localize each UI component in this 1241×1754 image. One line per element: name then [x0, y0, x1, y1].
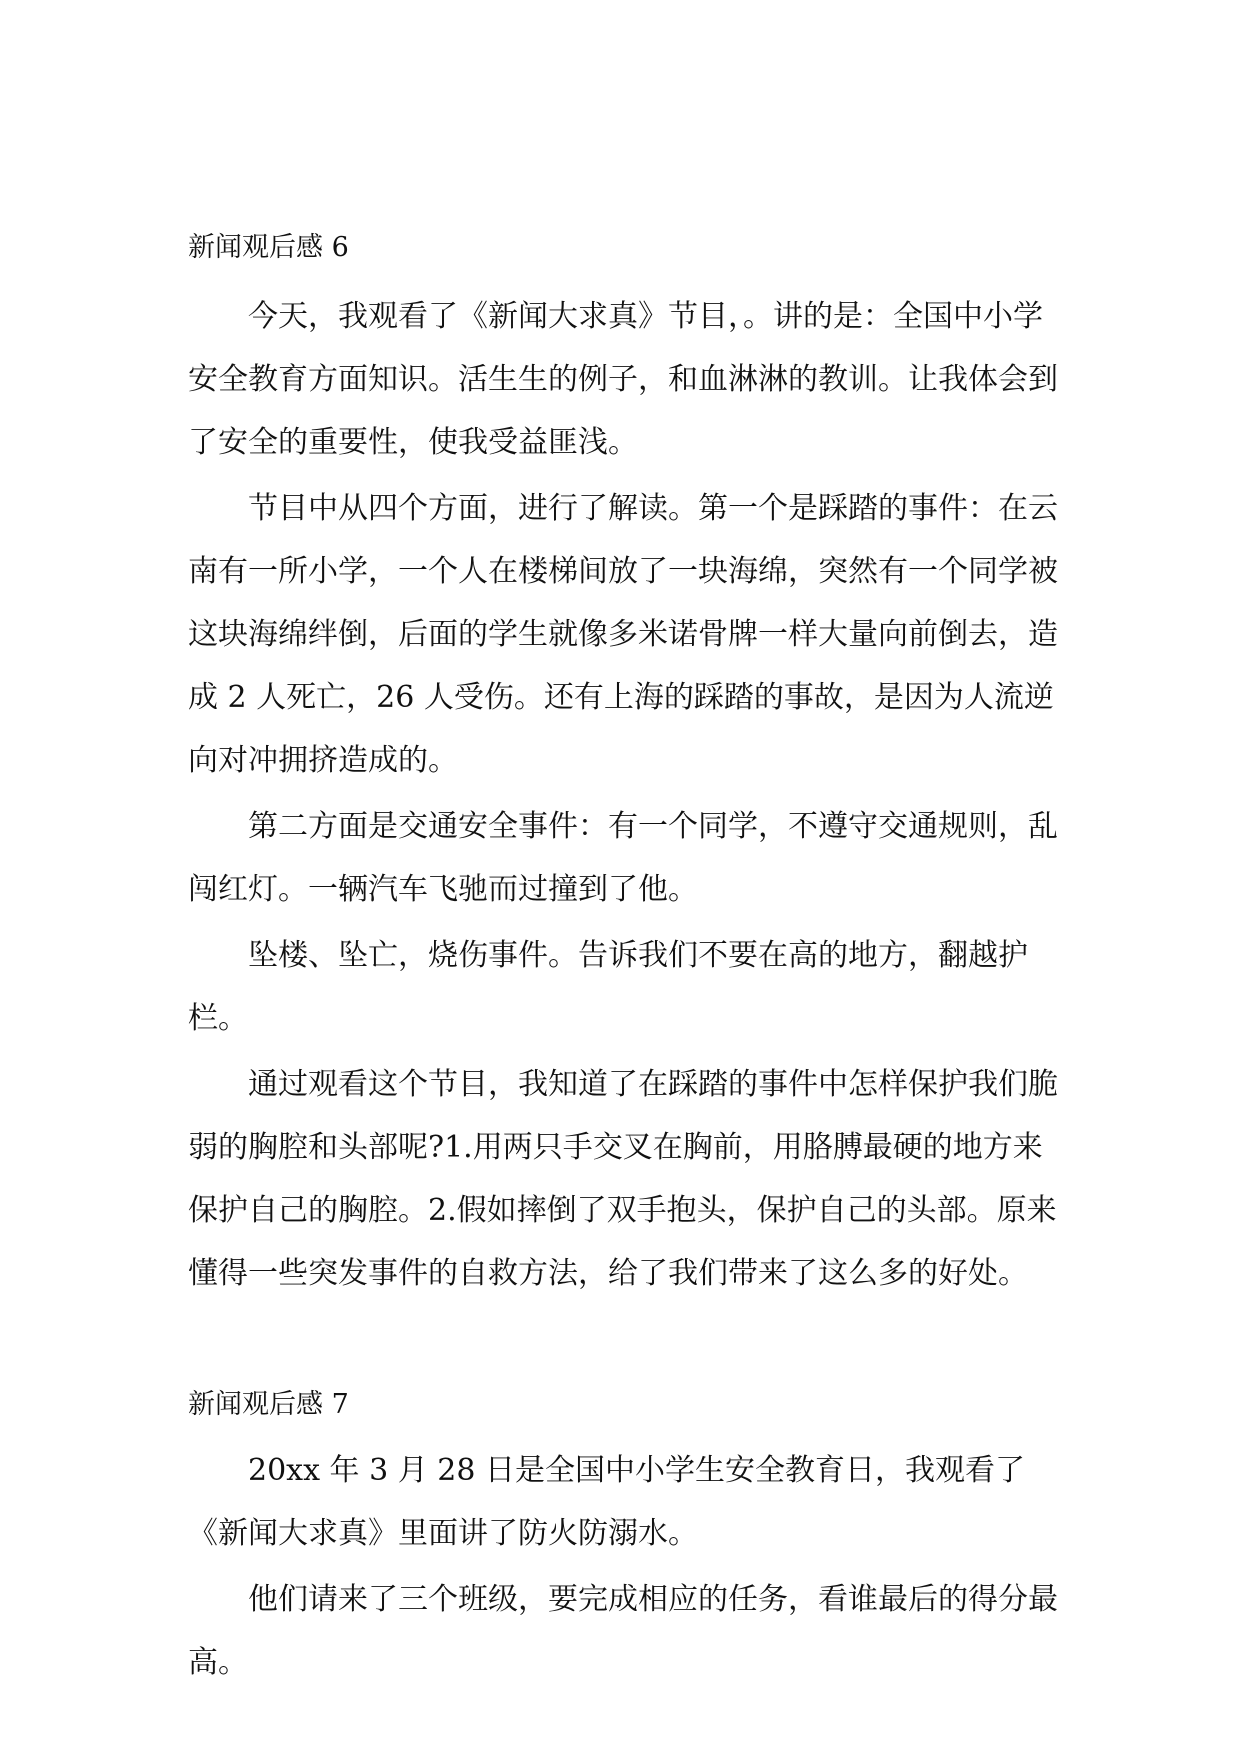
document-body — [188, 226, 1068, 1694]
section-7-paragraph-2: 他们请来了三个班级，要完成相应的任务，看谁最后的得分最高。 — [188, 1582, 1058, 1680]
section-6-paragraph-5: 通过观看这个节目，我知道了在踩踏的事件中怎样保护我们脆弱的胸腔和头部呢?1.用两只手交叉在胸前，用胳膊最硬的地方来保护自己的胸腔。2.假如摔倒了双手抱头，保护自己的头部。原来懂得一些突发事件的自救方法，给了我们带来了这么多的好处。 — [188, 1067, 1058, 1291]
section-6-paragraph-4: 坠楼、坠亡，烧伤事件。告诉我们不要在高的地方，翻越护栏。 — [188, 938, 1028, 1036]
section-6-paragraph-3: 第二方面是交通安全事件：有一个同学，不遵守交通规则，乱闯红灯。一辆汽车飞驰而过撞到了他。 — [188, 809, 1058, 907]
section-6-paragraph-2: 节目中从四个方面，进行了解读。第一个是踩踏的事件：在云南有一所小学，一个人在楼梯间放了一块海绵，突然有一个同学被这块海绵绊倒，后面的学生就像多米诺骨牌一样大量向前倒去，造成 2 人死亡，26 人受伤。还有上海的踩踏的事故，是因为人流逆向对冲拥挤造成的。 — [188, 491, 1058, 778]
section-6-title: 新闻观后感 6 — [188, 232, 349, 263]
section-7-title: 新闻观后感 7 — [188, 1389, 349, 1420]
section-6-paragraph-1: 今天，我观看了《新闻大求真》节目，。讲的是：全国中小学安全教育方面知识。活生生的例子，和血淋淋的教训。让我体会到了安全的重要性，使我受益匪浅。 — [188, 299, 1058, 460]
section-7-paragraph-1: 20xx 年 3 月 28 日是全国中小学生安全教育日，我观看了《新闻大求真》里面讲了防火防溺水。 — [188, 1453, 1025, 1551]
